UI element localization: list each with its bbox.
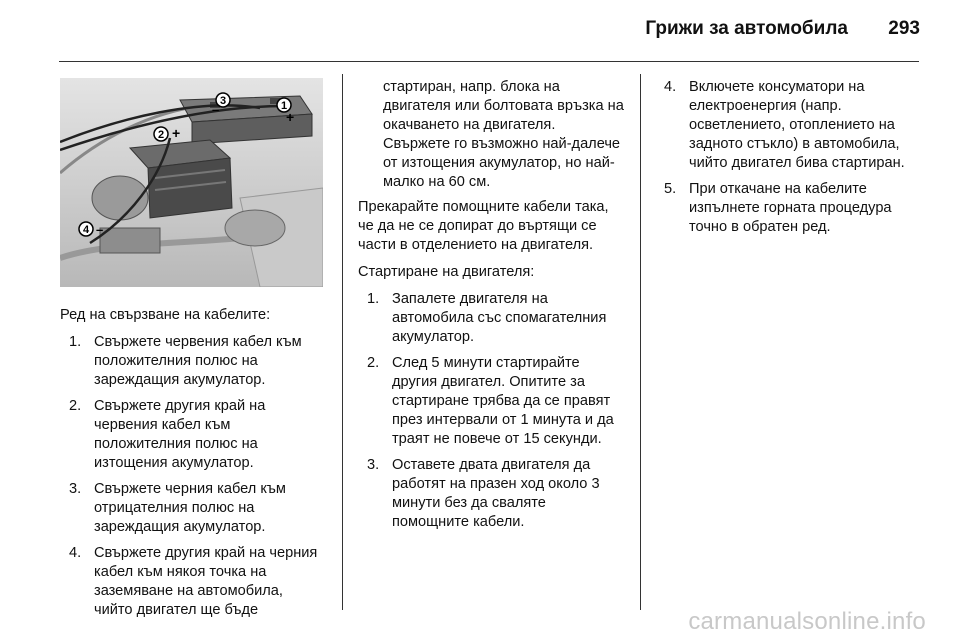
callout-4 — [79, 222, 103, 237]
list-item: 3. Оставете двата двигателя да работят на празен ход около 3 минути без да сваляте помощните кабели. — [367, 457, 600, 530]
list-item: 2. След 5 минути стартирайте другия двигател. Опитите за стартиране трябва да се правят през интервали от 1 минута и да траят не повече от 15 секунди. — [367, 355, 614, 447]
jump-start-illustration — [60, 78, 323, 287]
list-item: 1. Запалете двигателя на автомобила със спомагателния акумулатор. — [367, 291, 607, 345]
section-title: Грижи за автомобила — [645, 18, 848, 39]
column-right — [664, 78, 926, 244]
svg-text:3: 3 — [219, 95, 227, 107]
list-item: 5. При откачане на кабелите изпълнете горната процедура точно в обратен ред. — [664, 181, 892, 235]
svg-text:+: + — [172, 125, 181, 141]
list-item: 4. Включете консуматори на електроенергия (напр. осветлението, отоплението на задното стъкло) в автомобила, чийто двигател бива стартиран. — [664, 79, 905, 171]
list-item: 1. Свържете червения кабел към положителния полюс на зареждащия акумулатор. — [69, 334, 302, 388]
engine-start-heading: Стартиране на двигателя: — [358, 264, 535, 280]
connection-intro: Ред на свързване на кабелите: — [60, 307, 271, 323]
svg-text:1: 1 — [280, 100, 288, 112]
step-continuation: стартиран, напр. блока на двигателя или болтовата връзка на окачването на двигателя. Свържете го възможно най-далече от изтощения акумулатор, но най-малко на 60 см. — [383, 79, 624, 190]
list-item: 2. Свържете другия край на червения кабел към положителния полюс на изтощения акумулатор. — [69, 398, 266, 471]
column-left — [60, 306, 325, 627]
engine-bay-drawing — [60, 78, 323, 287]
column-divider-right — [640, 74, 641, 610]
list-item: 4. Свържете другия край на черния кабел към някоя точка на заземяване на автомобила, чийто двигател ще бъде — [69, 545, 318, 618]
engine-start-steps — [358, 290, 626, 532]
svg-text:+: + — [286, 109, 295, 125]
svg-text:–: – — [96, 222, 104, 237]
header-divider — [59, 61, 919, 62]
svg-text:–: – — [212, 102, 220, 117]
svg-text:4: 4 — [82, 224, 90, 236]
list-item: 3. Свържете черния кабел към отрицателния полюс на зареждащия акумулатор. — [69, 481, 286, 535]
watermark-text: carmanualsonline.info — [688, 608, 926, 635]
final-steps — [664, 78, 926, 237]
connection-steps — [60, 333, 325, 620]
page-number: 293 — [888, 18, 920, 39]
column-divider-left — [342, 74, 343, 610]
cable-routing-paragraph: Прекарайте помощните кабели така, че да не се допират до въртящи се части в отделението на двигателя. — [358, 199, 609, 253]
svg-text:2: 2 — [157, 129, 165, 141]
column-middle — [358, 78, 626, 539]
